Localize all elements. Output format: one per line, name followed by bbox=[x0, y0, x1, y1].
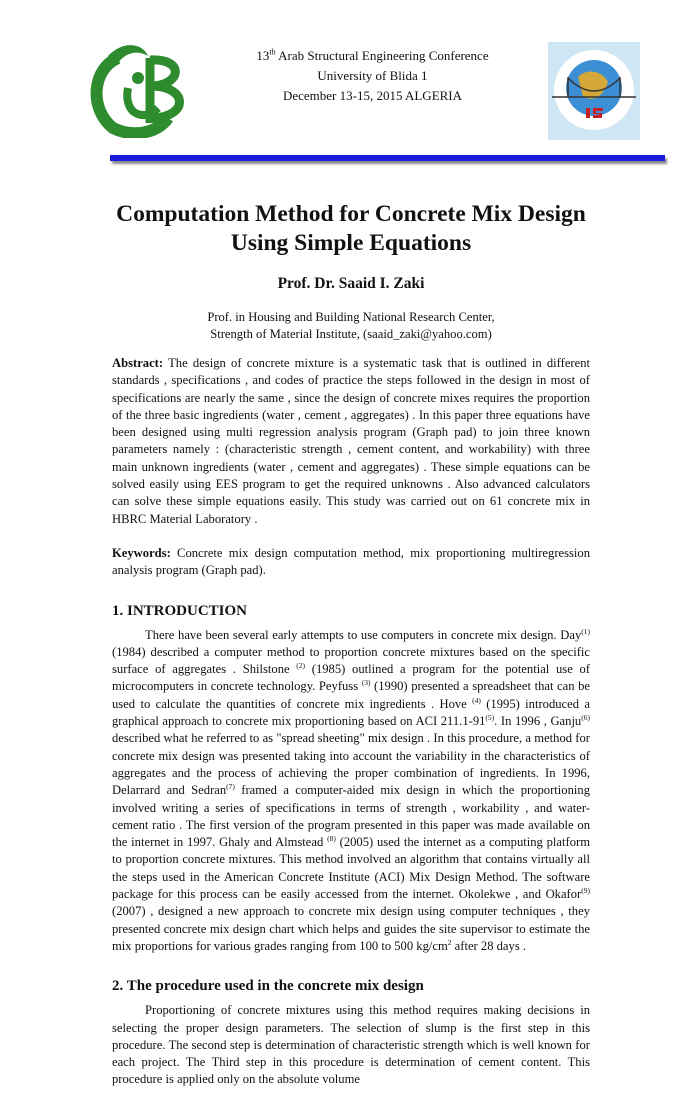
introduction-body bbox=[112, 627, 590, 956]
citation-superscript: (1) bbox=[581, 626, 590, 636]
citation-superscript: (9) bbox=[581, 885, 590, 895]
paragraph-text: after 28 days . bbox=[451, 938, 527, 953]
paragraph bbox=[112, 627, 590, 956]
paragraph-text: Proportioning of concrete mixtures using this method requires making decisions in selecting the proper design parameters. The selection of slump is the first step in this procedure. The second step is determination of characteristic strength which is well known for each project. The Third step in this procedure is determination of cement content. This procedure is applied only on the absolute volume bbox=[112, 1003, 590, 1087]
conference-logo bbox=[548, 42, 640, 140]
paragraph-text: (1995) introduced a graphical approach to concrete mix proportioning based on ACI 211.1-91 bbox=[112, 696, 590, 729]
title-line: Computation Method for Concrete Mix Design bbox=[116, 201, 586, 227]
paragraph bbox=[112, 1002, 590, 1088]
paragraph-text: framed a computer-aided mix design in which the proportioning involved writing a series of specifications in terms of strength , workability , and water-cement ratio . The first version of the program presented in this paper was made available on the internet in 1997. Ghaly and Almstead bbox=[112, 783, 590, 850]
citation-superscript: (5) bbox=[485, 712, 495, 722]
header-divider bbox=[110, 155, 665, 161]
paper-title bbox=[62, 200, 640, 258]
citation-superscript: (7) bbox=[226, 782, 235, 792]
author-name: Prof. Dr. Saaid I. Zaki bbox=[277, 275, 425, 292]
citation-superscript: (8) bbox=[327, 833, 336, 843]
paragraph-text: . In 1996 , Ganju bbox=[494, 714, 582, 729]
conference-number: 13 bbox=[256, 48, 270, 63]
abstract-text: The design of concrete mixture is a systematic task that is outlined in different standards , specifications , and codes of practice the steps followed in the design in most of specifications are nearly the same , since the design of concrete mixes requires the proportion of the three basic ingredients (water , cement , aggregates) . In this paper three equations have been designed using multi regression analysis program (Graph pad) to join three known parameters namely : (characteristic strength , cement content, and workability) with three main unknown ingredients (water , cement and aggregates) . These simple equations can be solved easily using EES program to get the required unknowns . Also advanced calculators can solve these simple equations easily. This study was carried out on 61 concrete mix in HBRC Material Laboratory . bbox=[112, 356, 590, 526]
affiliation-line: Strength of Material Institute, (saaid_zaki@yahoo.com) bbox=[210, 327, 492, 341]
conference-name-line bbox=[205, 46, 540, 66]
title-line: Using Simple Equations bbox=[230, 230, 472, 256]
abstract bbox=[112, 355, 590, 528]
paper-content bbox=[112, 170, 590, 1109]
paragraph-text: (1984) described a computer method to proportion concrete mixtures based on the specific surface of aggregates . Shilstone bbox=[112, 644, 590, 677]
keywords-text: Concrete mix design computation method, mix proportioning multiregression analysis program (Graph pad). bbox=[112, 545, 590, 578]
paragraph-text: (1985) outlined a program for the potential use of microcomputers in concrete technology. Peyfuss bbox=[112, 662, 590, 694]
abstract-label: Abstract: bbox=[112, 356, 164, 370]
conference-date: December 13-15, 2015 ALGERIA bbox=[282, 88, 463, 103]
affiliation-line: Prof. in Housing and Building National Research Center, bbox=[207, 310, 495, 324]
paragraph-text: (1990) presented a spreadsheet that can be used to calculate the quantities of concrete mix ingredients . Hove bbox=[112, 679, 590, 711]
section-heading-procedure: 2. The procedure used in the concrete mix design bbox=[112, 978, 424, 995]
university-name: University of Blida 1 bbox=[317, 68, 428, 83]
affiliation bbox=[112, 309, 590, 343]
section-heading-introduction: 1. INTRODUCTION bbox=[112, 602, 248, 619]
page-header bbox=[0, 0, 685, 170]
conference-name: Arab Structural Engineering Conference bbox=[278, 48, 489, 63]
citation-superscript: (6) bbox=[581, 712, 590, 722]
keywords-label: Keywords: bbox=[112, 545, 171, 560]
paragraph-text: (2007) , designed a new approach to concrete mix design using computer techniques , they presented concrete mix design chart which helps and guides the site supervisor to estimate the mix proportions for various grades ranging from 100 to 500 kg/cm bbox=[112, 904, 590, 953]
conference-ordinal: th bbox=[269, 47, 276, 57]
conference-header bbox=[205, 46, 540, 106]
paragraph-text: There have been several early attempts to use computers in concrete mix design. Day bbox=[145, 627, 582, 642]
citation-superscript: (2) bbox=[296, 660, 306, 670]
procedure-body bbox=[112, 1002, 590, 1108]
citation-superscript: (4) bbox=[472, 695, 481, 705]
citation-superscript: (3) bbox=[361, 678, 371, 688]
university-logo bbox=[88, 38, 203, 138]
paragraph-text: (2005) used the internet as a computing platform to proportion concrete mixtures. This method involved an algorithm that contains virtually all the steps used in the American Concrete Institute (ACI) Mix Design Method. The software package for this process can be easily accessed from the internet. Okolekwe , and Okafor bbox=[112, 835, 590, 902]
paragraph-text: described what he referred to as "spread sheeting" mix design . In this procedure, a method for concrete mix design was presented taking into account the variability in the characteristics of aggregates and the process of achieving the proper combination of ingredients. In 1996, Delarrard and Sedran bbox=[112, 731, 590, 798]
keywords bbox=[112, 545, 590, 580]
citation-superscript: 2 bbox=[447, 937, 452, 947]
